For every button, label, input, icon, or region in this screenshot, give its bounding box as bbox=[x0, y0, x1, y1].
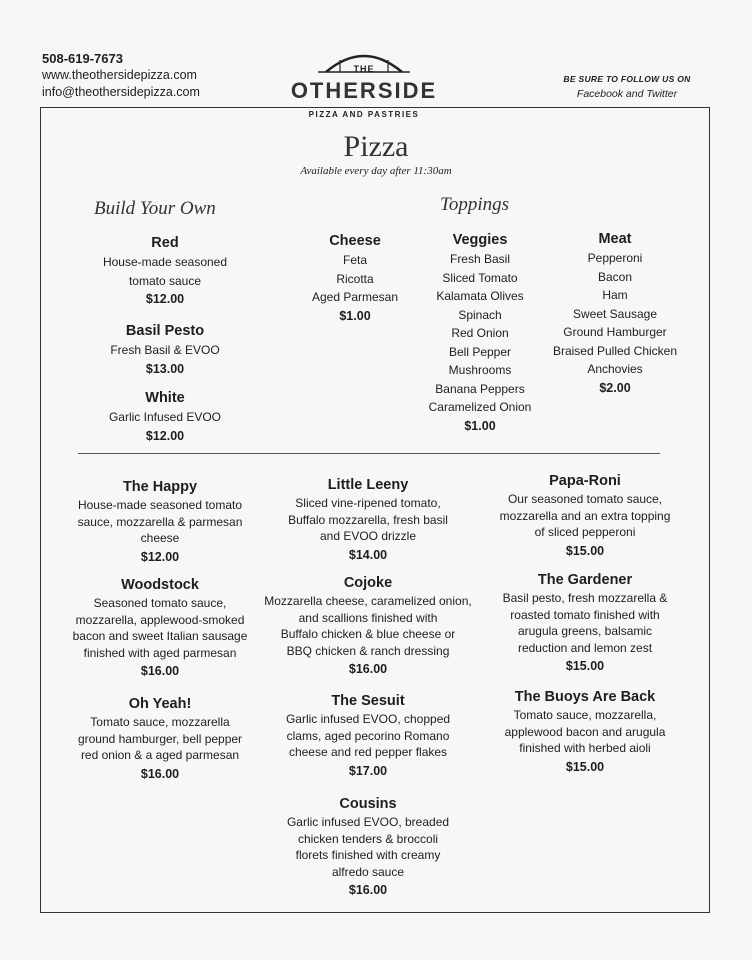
pizza-price: $17.00 bbox=[348, 763, 388, 778]
pizza-name: Papa-Roni bbox=[549, 473, 621, 489]
pizza-name: Little Leeny bbox=[327, 477, 409, 493]
pizza-desc: Our seasoned tomato sauce, bbox=[507, 492, 663, 506]
availability-note: Available every day after 11:30am bbox=[300, 165, 452, 177]
base-name: Red bbox=[151, 235, 179, 251]
topping-item: Aged Parmesan bbox=[311, 290, 399, 304]
pizza-desc: florets finished with creamy bbox=[295, 848, 441, 862]
social-note bbox=[552, 72, 702, 102]
pizza-price: $16.00 bbox=[348, 883, 388, 897]
pizza-name: Oh Yeah! bbox=[128, 696, 192, 712]
topping-item: Banana Peppers bbox=[435, 381, 525, 396]
cheese-heading: Cheese bbox=[329, 233, 381, 249]
pizza-desc: Tomato sauce, mozzarella bbox=[90, 715, 230, 729]
topping-item: Mushrooms bbox=[448, 363, 512, 377]
section-divider bbox=[78, 453, 660, 454]
pizza-desc: bacon and sweet Italian sausage bbox=[72, 629, 248, 643]
topping-item: Braised Pulled Chicken bbox=[552, 343, 678, 358]
pizza-desc: Sliced vine-ripened tomato, bbox=[295, 496, 441, 510]
meat-heading: Meat bbox=[598, 231, 632, 247]
topping-item: Red Onion bbox=[451, 326, 509, 340]
pizza-desc: finished with herbed aioli bbox=[519, 741, 651, 755]
pizza-desc: Buffalo mozzarella, fresh basil bbox=[288, 512, 448, 527]
base-name: White bbox=[145, 390, 185, 406]
toppings-cheese bbox=[295, 231, 415, 325]
pizza-desc: mozzarella, applewood-smoked bbox=[75, 612, 245, 627]
base-basil-pesto bbox=[75, 321, 255, 378]
follow-line-2: Facebook and Twitter bbox=[576, 88, 678, 100]
pizza-the-gardener bbox=[480, 570, 690, 676]
pizza-name: The Happy bbox=[122, 479, 198, 495]
menu-title: Pizza bbox=[343, 130, 409, 163]
veggies-price: $1.00 bbox=[464, 418, 496, 433]
pizza-little-leeny bbox=[268, 475, 468, 565]
pizza-price: $16.00 bbox=[348, 662, 388, 676]
follow-line-1: BE SURE TO FOLLOW US ON bbox=[563, 74, 691, 84]
pizza-desc: Seasoned tomato sauce, bbox=[93, 596, 227, 610]
base-desc: House-made seasoned bbox=[102, 255, 228, 269]
pizza-name: Cojoke bbox=[343, 575, 393, 591]
pizza-desc: and EVOO drizzle bbox=[319, 529, 417, 543]
cheese-price: $1.00 bbox=[339, 308, 371, 323]
topping-item: Spinach bbox=[458, 307, 502, 322]
pizza-price: $16.00 bbox=[140, 664, 180, 678]
logo-the: THE bbox=[353, 64, 375, 74]
topping-item: Ham bbox=[602, 288, 628, 302]
logo-subtitle: PIZZA AND PASTRIES bbox=[308, 110, 420, 119]
base-price: $12.00 bbox=[145, 428, 185, 443]
pizza-desc: applewood bacon and arugula bbox=[504, 724, 666, 739]
email: info@theothersidepizza.com bbox=[42, 85, 200, 99]
pizza-desc: chicken tenders & broccoli bbox=[297, 831, 439, 846]
topping-item: Pepperoni bbox=[587, 251, 643, 265]
pizza-desc: red onion & a aged parmesan bbox=[80, 748, 240, 762]
base-name: Basil Pesto bbox=[125, 323, 205, 339]
veggies-heading: Veggies bbox=[452, 232, 508, 248]
pizza-desc: cheese bbox=[140, 531, 180, 545]
bridge-arch-icon bbox=[278, 42, 450, 82]
topping-item: Caramelized Onion bbox=[428, 400, 532, 414]
phone-number: 508-619-7673 bbox=[42, 51, 123, 66]
pizza-cojoke bbox=[258, 573, 478, 679]
pizza-desc: Mozzarella cheese, caramelized onion, bbox=[264, 594, 472, 608]
topping-item: Ricotta bbox=[336, 271, 374, 286]
topping-item: Fresh Basil bbox=[449, 252, 511, 266]
meat-price: $2.00 bbox=[599, 380, 631, 395]
base-white bbox=[75, 388, 255, 445]
website: www.theothersidepizza.com bbox=[42, 68, 197, 82]
pizza-desc: cheese and red pepper flakes bbox=[288, 745, 448, 759]
base-desc: Garlic Infused EVOO bbox=[108, 410, 222, 424]
toppings-meat bbox=[545, 229, 685, 397]
pizza-price: $12.00 bbox=[140, 549, 180, 564]
pizza-desc: House-made seasoned tomato bbox=[77, 498, 243, 512]
pizza-price: $15.00 bbox=[565, 543, 605, 558]
pizza-desc: reduction and lemon zest bbox=[517, 640, 653, 655]
base-price: $12.00 bbox=[145, 292, 185, 306]
pizza-desc: Garlic infused EVOO, chopped bbox=[285, 712, 451, 726]
toppings-heading: Toppings bbox=[440, 194, 509, 215]
pizza-name: The Sesuit bbox=[331, 693, 405, 709]
pizza-name: Woodstock bbox=[121, 577, 199, 593]
pizza-price: $15.00 bbox=[565, 659, 605, 673]
pizza-price: $14.00 bbox=[348, 547, 388, 562]
pizza-oh-yeah bbox=[62, 694, 258, 784]
pizza-desc: clams, aged pecorino Romano bbox=[286, 728, 450, 743]
pizza-the-sesuit bbox=[268, 691, 468, 781]
pizza-name: Cousins bbox=[339, 796, 397, 812]
pizza-desc: Basil pesto, fresh mozzarella & bbox=[502, 591, 668, 605]
build-your-own-heading: Build Your Own bbox=[94, 198, 216, 219]
topping-item: Bell Pepper bbox=[448, 344, 512, 359]
pizza-name: The Gardener bbox=[537, 572, 633, 588]
base-price: $13.00 bbox=[145, 361, 185, 376]
pizza-desc: Garlic infused EVOO, breaded bbox=[286, 815, 450, 829]
pizza-woodstock bbox=[58, 575, 262, 681]
pizza-desc: finished with aged parmesan bbox=[83, 645, 237, 660]
pizza-cousins bbox=[268, 794, 468, 900]
pizza-desc: roasted tomato finished with bbox=[510, 607, 660, 622]
pizza-papa-roni bbox=[480, 471, 690, 561]
pizza-desc: mozzarella and an extra topping bbox=[499, 508, 671, 523]
pizza-name: The Buoys Are Back bbox=[514, 689, 656, 705]
pizza-desc: of sliced pepperoni bbox=[534, 525, 636, 539]
topping-item: Feta bbox=[342, 253, 367, 267]
pizza-desc: alfredo sauce bbox=[331, 864, 405, 879]
topping-item: Ground Hamburger bbox=[563, 325, 667, 339]
pizza-desc: arugula greens, balsamic bbox=[517, 624, 653, 638]
contact-info bbox=[42, 50, 200, 101]
pizza-the-happy bbox=[62, 477, 258, 567]
pizza-the-buoys-are-back bbox=[480, 687, 690, 777]
topping-item: Sliced Tomato bbox=[442, 270, 518, 285]
logo-name: OTHERSIDE bbox=[290, 78, 438, 103]
pizza-desc: ground hamburger, bell pepper bbox=[77, 731, 243, 746]
pizza-desc: and scallions finished with bbox=[298, 610, 438, 625]
base-red bbox=[75, 233, 255, 309]
base-desc: tomato sauce bbox=[128, 273, 202, 288]
toppings-veggies bbox=[415, 230, 545, 435]
base-desc: Fresh Basil & EVOO bbox=[110, 343, 220, 357]
topping-item: Sweet Sausage bbox=[572, 306, 658, 321]
pizza-price: $16.00 bbox=[140, 766, 180, 781]
pizza-desc: BBQ chicken & ranch dressing bbox=[286, 643, 450, 658]
pizza-desc: sauce, mozzarella & parmesan bbox=[77, 514, 243, 529]
topping-item: Bacon bbox=[597, 269, 633, 284]
pizza-price: $15.00 bbox=[565, 759, 605, 774]
topping-item: Kalamata Olives bbox=[436, 289, 524, 303]
pizza-desc: Buffalo chicken & blue cheese or bbox=[280, 627, 456, 641]
topping-item: Anchovies bbox=[587, 362, 643, 376]
pizza-desc: Tomato sauce, mozzarella, bbox=[513, 708, 657, 722]
